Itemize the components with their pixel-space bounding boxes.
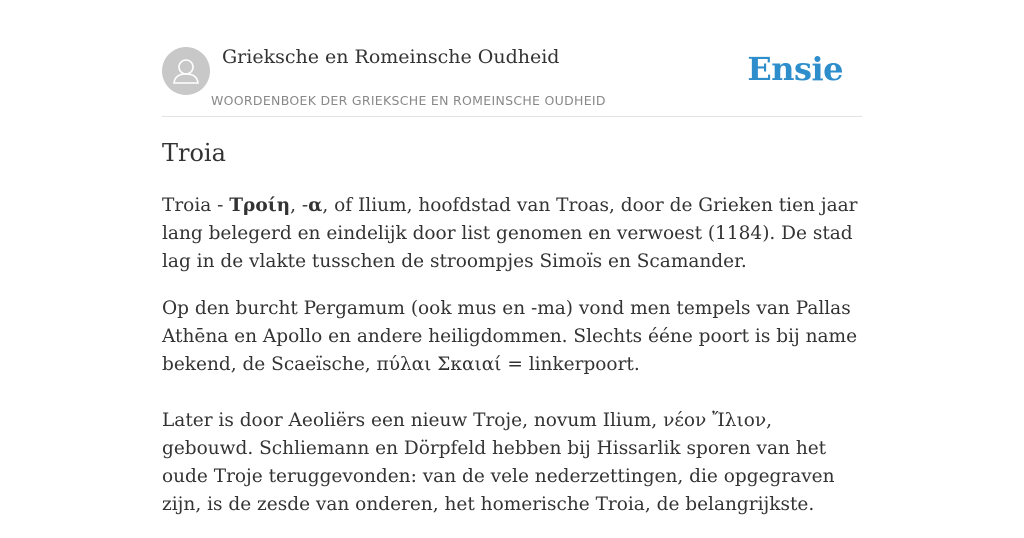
entry-separator: , - — [290, 195, 309, 216]
greek-ending: α — [308, 195, 323, 216]
entry-content — [162, 192, 862, 538]
entry-paragraph-3: Later is door Aeoliërs een nieuw Troje, novum Ilium, νέον Ἴλιον, gebouwd. Schliemann en Dörpfeld hebben bij Hissarlik sporen van het oude Troje teruggevonden: van de vele nederzettingen, die opgegraven zijn, is de zesde van onderen, het homerische Troia, de belangrijkste. — [162, 410, 835, 515]
site-title[interactable]: Grieksche en Romeinsche Oudheid — [222, 46, 560, 68]
page-title: Troia — [162, 139, 226, 167]
brand-logo[interactable]: Ensie — [747, 50, 843, 88]
entry-lead: Troia - — [162, 195, 230, 216]
greek-word: Τροίη — [229, 195, 291, 216]
site-header — [162, 40, 862, 117]
site-subtitle: WOORDENBOEK DER GRIEKSCHE EN ROMEINSCHE OUDHEID — [211, 93, 606, 108]
user-avatar-icon[interactable] — [162, 47, 210, 95]
entry-paragraph-2: Op den burcht Pergamum (ook mus en -ma) vond men tempels van Pallas Athēna en Apollo en andere heiligdommen. Slechts ééne poort is bij name bekend, de Scaeïsche, πύλαι Σκαιαί = linkerpoort. — [162, 298, 858, 375]
entry-paragraph-1 — [162, 192, 862, 276]
entry-text: , of Ilium, hoofdstad van Troas, door de Grieken tien jaar lang belegerd en eindelijk door list genomen en verwoest (1184). De stad lag in de vlakte tusschen de stroompjes Simoïs en Scamander. — [162, 195, 858, 272]
